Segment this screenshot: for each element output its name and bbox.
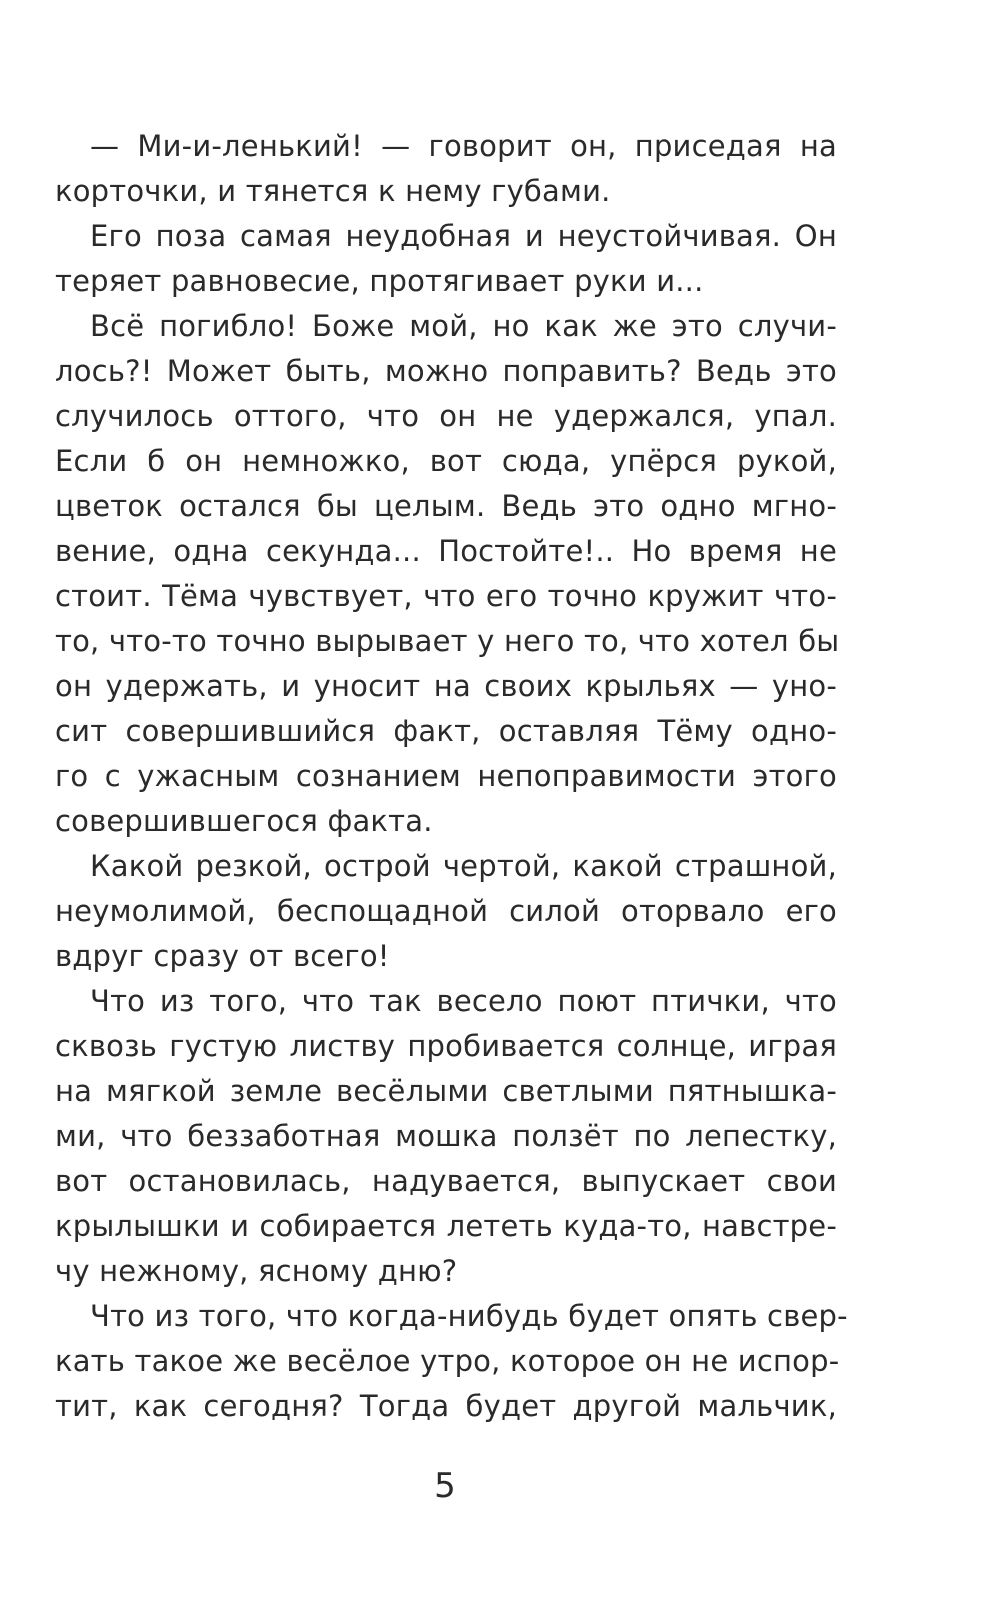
text-line: вение, одна секунда... Постойте!.. Но время не (55, 534, 837, 568)
page-text (55, 124, 848, 1429)
text-line: лось?! Может быть, можно поправить? Ведь это (55, 354, 837, 388)
text-line: кать такое же весёлое утро, которое он не испор- (55, 1344, 840, 1378)
text-line: ми, что беззаботная мошка ползёт по лепестку, (55, 1119, 837, 1153)
text-line: неумолимой, беспощадной силой оторвало его (55, 894, 837, 928)
text-line: он удержать, и уносит на своих крыльях — уно- (55, 669, 837, 703)
text-line: чу нежному, ясному дню? (55, 1254, 458, 1288)
text-line: вот остановилась, надувается, выпускает свои (55, 1164, 837, 1198)
paragraph (55, 979, 837, 1294)
text-line: корточки, и тянется к нему губами. (55, 174, 611, 208)
text-line: Что из того, что так весело поют птички, что (90, 984, 837, 1018)
text-line: — Ми-и-ленький! — говорит он, приседая на (90, 129, 837, 163)
paragraph (55, 1294, 848, 1429)
paragraph (55, 214, 837, 304)
text-line: цветок остался бы целым. Ведь это одно мгно- (55, 489, 837, 523)
text-line: Какой резкой, острой чертой, какой страшной, (90, 849, 837, 883)
text-line: совершившегося факта. (55, 804, 433, 838)
text-line: крылышки и собирается лететь куда-то, навстре- (55, 1209, 837, 1243)
text-line: на мягкой земле весёлыми светлыми пятнышка- (55, 1074, 837, 1108)
text-line: то, что-то точно вырывает у него то, что хотел бы (55, 624, 840, 658)
text-line: Что из того, что когда-нибудь будет опять свер- (90, 1299, 848, 1333)
text-line: тит, как сегодня? Тогда будет другой мальчик, (55, 1389, 837, 1423)
text-line: сквозь густую листву пробивается солнце, играя (55, 1029, 837, 1063)
paragraph (55, 124, 837, 214)
page-number: 5 (434, 1466, 456, 1506)
text-line: Его поза самая неудобная и неустойчивая. Он (90, 219, 837, 253)
text-line: Всё погибло! Боже мой, но как же это случи- (90, 309, 837, 343)
text-line: вдруг сразу от всего! (55, 939, 390, 973)
paragraph (55, 304, 840, 844)
text-line: го с ужасным сознанием непоправимости этого (55, 759, 837, 793)
paragraph (55, 844, 837, 979)
text-line: сит совершившийся факт, оставляя Тёму одно- (55, 714, 837, 748)
text-line: Если б он немножко, вот сюда, упёрся рукой, (55, 444, 837, 478)
text-line: стоит. Тёма чувствует, что его точно кружит что- (55, 579, 837, 613)
text-line: теряет равновесие, протягивает руки и... (55, 264, 704, 298)
text-line: случилось оттого, что он не удержался, упал. (55, 399, 837, 433)
